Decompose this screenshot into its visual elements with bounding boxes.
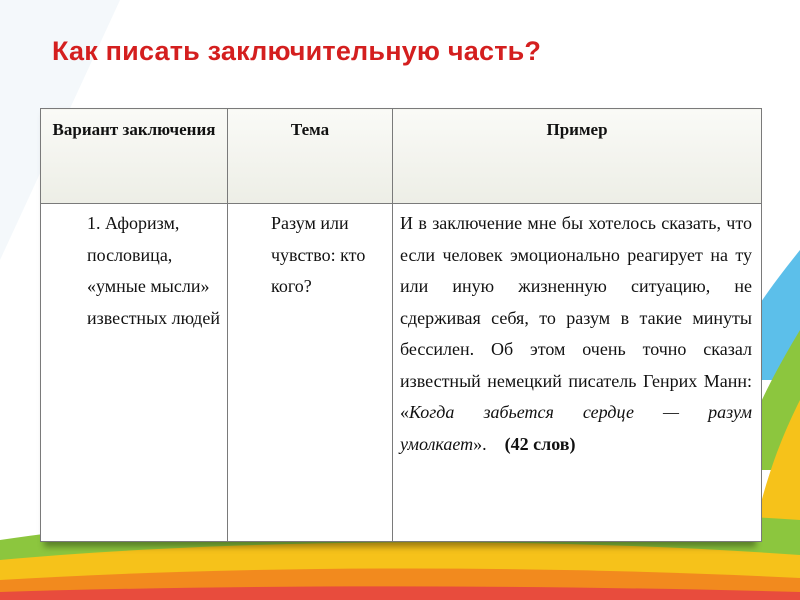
example-quote: Когда забьется сердце — разум умолкает xyxy=(400,402,752,454)
example-quote-end: ». xyxy=(473,433,487,454)
header-example-label: Пример xyxy=(546,120,608,139)
variant-text: 1. Афоризм, пословица, «умные мысли» известных людей xyxy=(87,213,220,328)
slide-title: Как писать заключительную часть? xyxy=(52,36,542,66)
header-example xyxy=(393,109,762,204)
table-row xyxy=(41,204,762,542)
cell-example xyxy=(393,204,762,542)
example-paragraph xyxy=(394,205,760,460)
header-topic xyxy=(228,109,393,204)
topic-text: Разум или чувство: кто кого? xyxy=(271,213,366,296)
header-variant xyxy=(41,109,228,204)
content-table xyxy=(40,108,762,542)
word-count: (42 слов) xyxy=(504,433,576,454)
cell-variant xyxy=(41,204,228,542)
cell-topic xyxy=(228,204,393,542)
table-header-row xyxy=(41,109,762,204)
header-variant-label: Вариант заключения xyxy=(52,120,216,139)
example-text: И в заключение мне бы хотелось сказать, что если человек эмоционально реагирует на ту или иную жизненную ситуацию, не сдерживая себя, то разум в такие минуты бессилен. Об этом очень точно сказал известный немецкий писатель Генрих Манн: « xyxy=(400,213,752,422)
header-topic-label: Тема xyxy=(290,120,330,139)
content-table-frame xyxy=(40,108,752,542)
